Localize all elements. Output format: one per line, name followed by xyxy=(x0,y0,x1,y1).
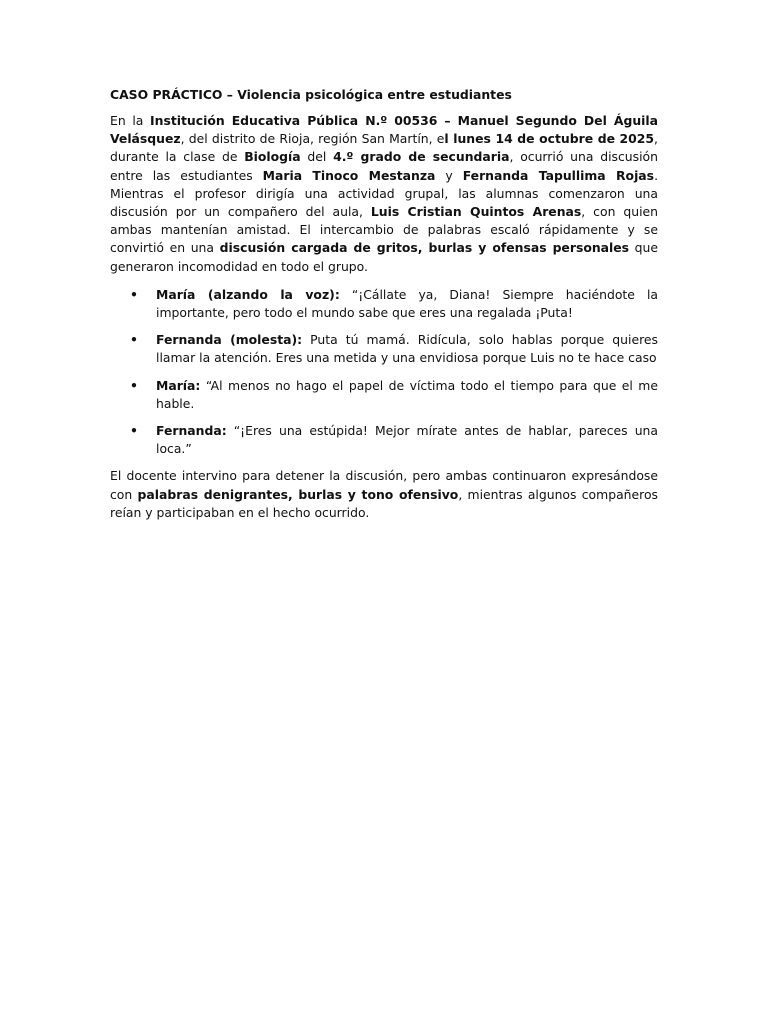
dialogue-text: “¡Cállate ya, Diana! Siempre haciéndote la importante, pero todo el mundo sabe que eres una regalada ¡Puta! xyxy=(156,286,658,321)
document-title: CASO PRÁCTICO – Violencia psicológica entre estudiantes xyxy=(110,87,512,102)
intro-paragraph xyxy=(110,112,658,276)
intro-text-3: , durante la clase de xyxy=(110,131,658,165)
closing-paragraph xyxy=(110,467,658,522)
dialogue-speaker: Fernanda: xyxy=(156,423,227,439)
bullet-icon: • xyxy=(130,377,138,393)
intro-text-8: , con quien ambas mantenían amistad. El intercambio de palabras escaló rápidamente y se convirtió en una xyxy=(110,204,659,256)
closing-emphasis: palabras denigrantes, burlas y tono ofensivo xyxy=(137,486,459,502)
event-date: l lunes 14 de octubre de 2025 xyxy=(444,131,655,147)
dialogue-item xyxy=(110,422,658,458)
student-1-name: Maria Tinoco Mestanza xyxy=(262,167,436,183)
intro-text-5: , ocurrió una discusión entre las estudiantes xyxy=(110,149,658,183)
dialogue-text: “Al menos no hago el papel de víctima todo el tiempo para que el me hable. xyxy=(156,377,658,411)
intro-text-2: , del distrito de Rioja, región San Martín, e xyxy=(180,131,445,147)
intro-text-6: y xyxy=(435,167,463,183)
closing-text-2: , mientras algunos compañeros reían y participaban en el hecho ocurrido. xyxy=(110,486,659,520)
dialogue-text: “¡Eres una estúpida! Mejor mírate antes de hablar, pareces una loca.” xyxy=(156,423,658,457)
student-2-name: Fernanda Tapullima Rojas xyxy=(462,167,655,183)
dialogue-speaker: María (alzando la voz): xyxy=(156,286,340,302)
closing-text-1: El docente intervino para detener la discusión, pero ambas continuaron expresándose con xyxy=(110,468,658,502)
bullet-icon: • xyxy=(130,286,138,302)
subject-name: Biología xyxy=(244,149,301,165)
dialogue-item xyxy=(110,286,658,322)
intro-text-1: En la xyxy=(110,113,151,128)
dialogue-speaker: María: xyxy=(156,377,201,393)
classmate-name: Luis Cristian Quintos Arenas xyxy=(370,204,582,220)
bullet-icon: • xyxy=(130,423,138,439)
intro-text-7: . Mientras el profesor dirigía una actividad grupal, las alumnas comenzaron una discusión por un compañero del aula, xyxy=(110,167,659,220)
grade-name: 4.º grado de secundaria xyxy=(333,149,510,165)
bullet-icon: • xyxy=(130,332,138,348)
intro-text-9: que generaron incomodidad en todo el grupo. xyxy=(110,240,659,274)
dialogue-speaker: Fernanda (molesta): xyxy=(156,332,303,348)
school-name: Institución Educativa Pública N.º 00536 – Manuel Segundo Del Águila Velásquez xyxy=(110,113,658,147)
intro-text-4: del xyxy=(300,149,334,165)
dialogue-item xyxy=(110,331,658,367)
discussion-description: discusión cargada de gritos, burlas y ofensas personales xyxy=(219,240,630,256)
dialogue-text: Puta tú mamá. Ridícula, solo hablas porque quieres llamar la atención. Eres una metida y una envidiosa porque Luis no te hace caso xyxy=(156,332,658,366)
dialogue-list xyxy=(110,286,658,459)
dialogue-item xyxy=(110,377,658,413)
